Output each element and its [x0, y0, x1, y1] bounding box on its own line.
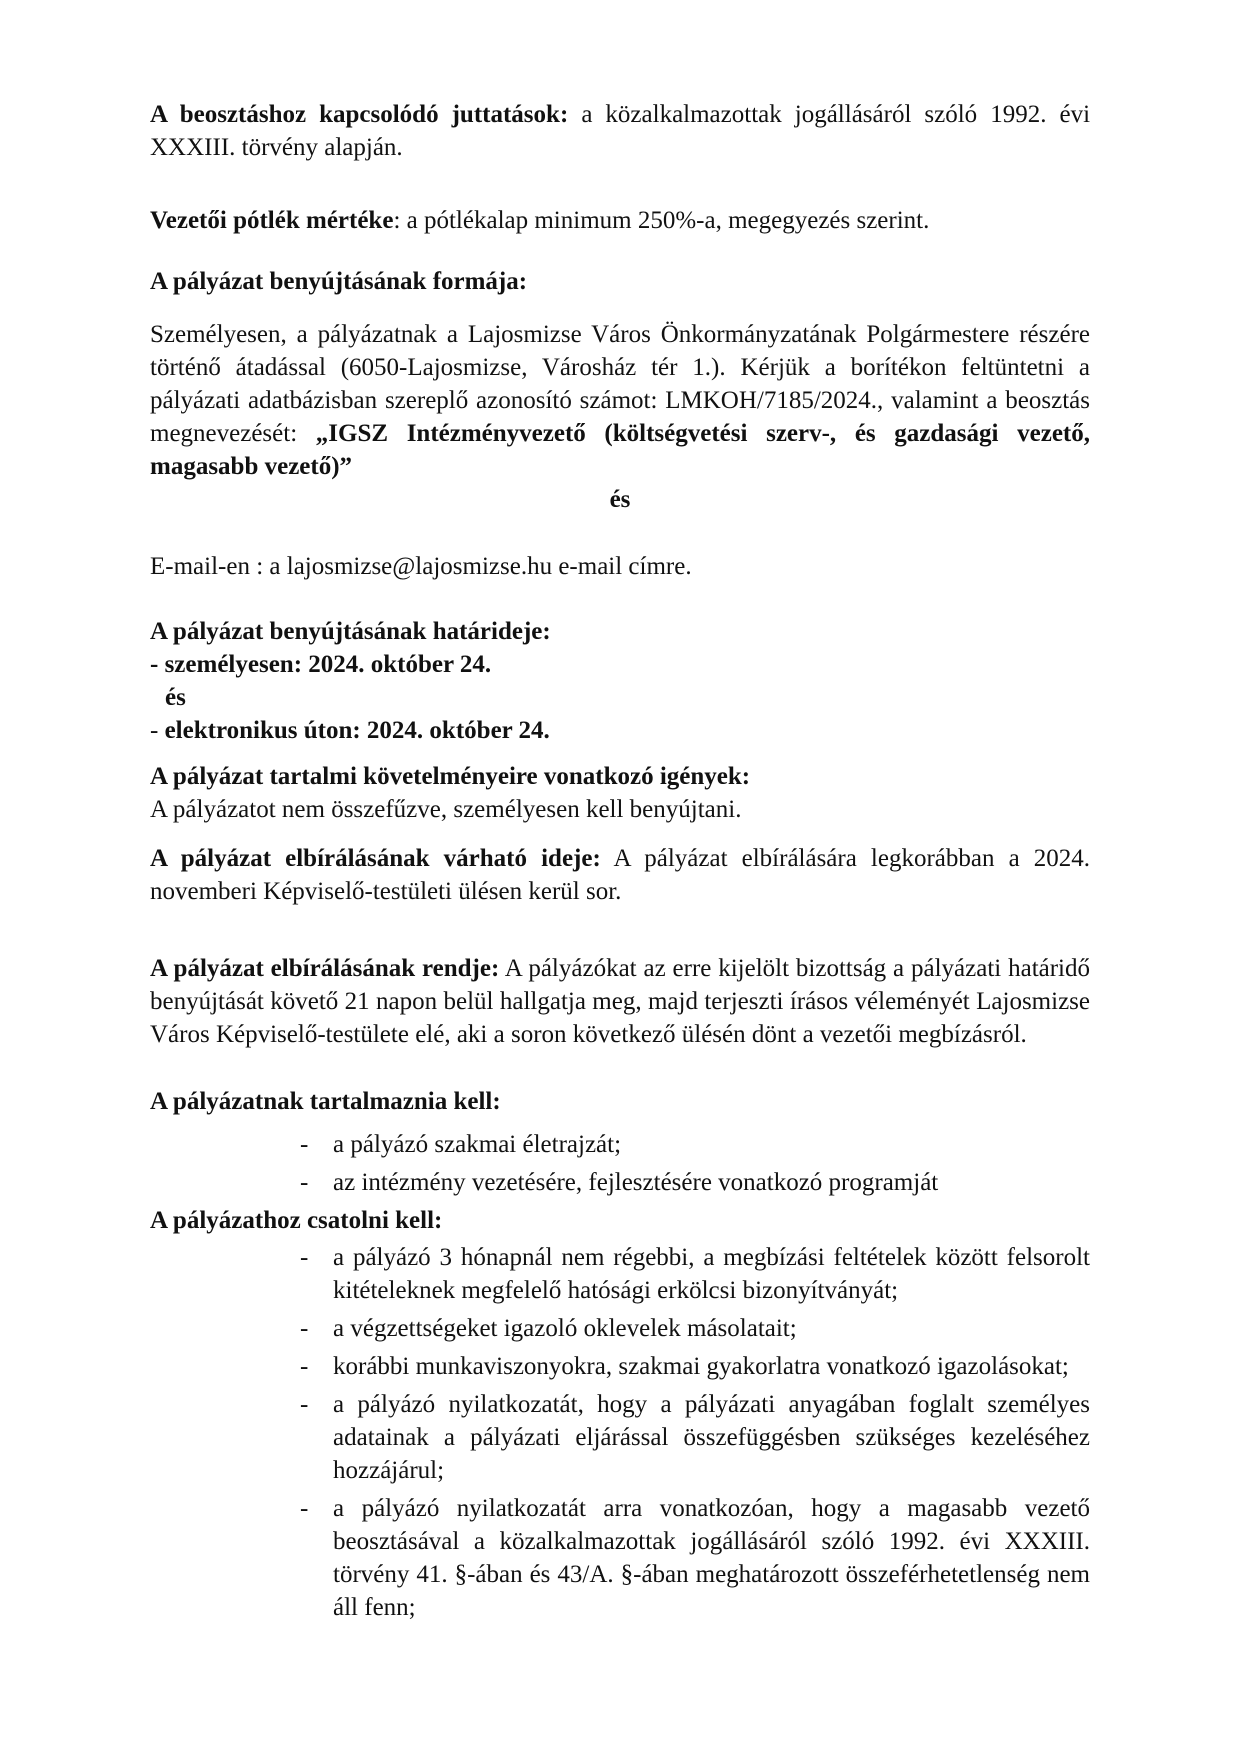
attachments-heading: A pályázathoz csatolni kell: — [150, 1207, 443, 1234]
deadline-connector: és — [165, 684, 186, 711]
evaluation-order-paragraph — [150, 952, 1090, 1051]
evaluation-time-lead: A pályázat elbírálásának várható ideje: — [150, 845, 601, 872]
deadline-heading: A pályázat benyújtásának határideje: — [150, 618, 551, 645]
benefits-text: a közalkalmazottak jogállásáról szóló 1992. évi XXXIII. törvény alapján. — [150, 101, 1091, 161]
allowance-lead: Vezetői pótlék mértéke — [150, 207, 394, 234]
list-item: - az intézmény vezetésére, fejlesztésére vonatkozó programját — [300, 1166, 1090, 1199]
content-requirements-heading: A pályázat tartalmi követelményeire vonatkozó igények: — [150, 763, 751, 790]
deadline-electronic — [150, 714, 1090, 747]
list-item: - a pályázó nyilatkozatát arra vonatkozóan, hogy a magasabb vezető beosztásával a közalkalmazottak jogállásáról szóló 1992. évi XXXIII. törvény 41. §-ában és 43/A. §-ában meghatározott összeférhetetlenség nem áll fenn; — [300, 1492, 1090, 1624]
allowance-paragraph — [150, 204, 1090, 237]
submission-paragraph — [150, 318, 1090, 483]
deadline-personal: - személyesen: 2024. október 24. — [150, 651, 492, 678]
submission-form-heading: A pályázat benyújtásának formája: — [150, 268, 528, 295]
submission-body-bold: „IGSZ Intézményvezető (költségvetési szerv-, és gazdasági vezető, magasabb vezető)” — [150, 420, 1090, 480]
benefits-paragraph — [150, 98, 1090, 164]
submission-connector: és — [609, 486, 631, 513]
list-item: - a pályázó nyilatkozatát, hogy a pályázati anyagában foglalt személyes adatainak a pályázati eljárással összefüggésben szükséges kezeléséhez hozzájárul; — [300, 1388, 1090, 1487]
evaluation-order-lead: A pályázat elbírálásának rendje: — [150, 955, 500, 982]
evaluation-time-text: A pályázat elbírálására legkorábban a 2024. novemberi Képviselő-testületi ülésen kerül sor. — [150, 845, 1090, 905]
must-contain-heading: A pályázatnak tartalmaznia kell: — [150, 1088, 501, 1115]
allowance-text: : a pótlékalap minimum 250%-a, megegyezés szerint. — [393, 207, 930, 234]
content-requirements-body: A pályázatot nem összefűzve, személyesen kell benyújtani. — [150, 796, 742, 823]
list-item: - a pályázó szakmai életrajzát; — [300, 1128, 1090, 1161]
evaluation-order-text: A pályázókat az erre kijelölt bizottság a pályázati határidő benyújtását követő 21 napon belül hallgatja meg, majd terjeszti írásos véleményét Lajosmizse Város Képviselő-testülete elé, aki a soron következő ülésén dönt a vezetői megbízásról. — [150, 955, 1091, 1048]
attachments-list — [150, 1241, 1090, 1624]
deadline-electronic-dash: - — [150, 717, 165, 744]
benefits-lead: A beosztáshoz kapcsolódó juttatások: — [150, 101, 569, 128]
evaluation-time-paragraph — [150, 842, 1090, 908]
submission-body-regular: Személyesen, a pályázatnak a Lajosmizse Város Önkormányzatának Polgármestere részére történő átadással (6050-Lajosmizse, Városház tér 1.). Kérjük a borítékon feltüntetni a pályázati adatbázisban szereplő azonosító számot: LMKOH/7185/2024., valamint a beosztás megnevezését: — [150, 321, 1090, 447]
list-item: - korábbi munkaviszonyokra, szakmai gyakorlatra vonatkozó igazolásokat; — [300, 1350, 1090, 1383]
must-contain-list — [150, 1128, 1090, 1199]
deadline-electronic-text: elektronikus úton: 2024. október 24. — [164, 717, 550, 744]
list-item: - a végzettségeket igazoló oklevelek másolatait; — [300, 1312, 1090, 1345]
email-line: E-mail-en : a lajosmizse@lajosmizse.hu e-mail címre. — [150, 553, 692, 580]
list-item: - a pályázó 3 hónapnál nem régebbi, a megbízási feltételek között felsorolt kitételeknek megfelelő hatósági erkölcsi bizonyítványát; — [300, 1241, 1090, 1307]
